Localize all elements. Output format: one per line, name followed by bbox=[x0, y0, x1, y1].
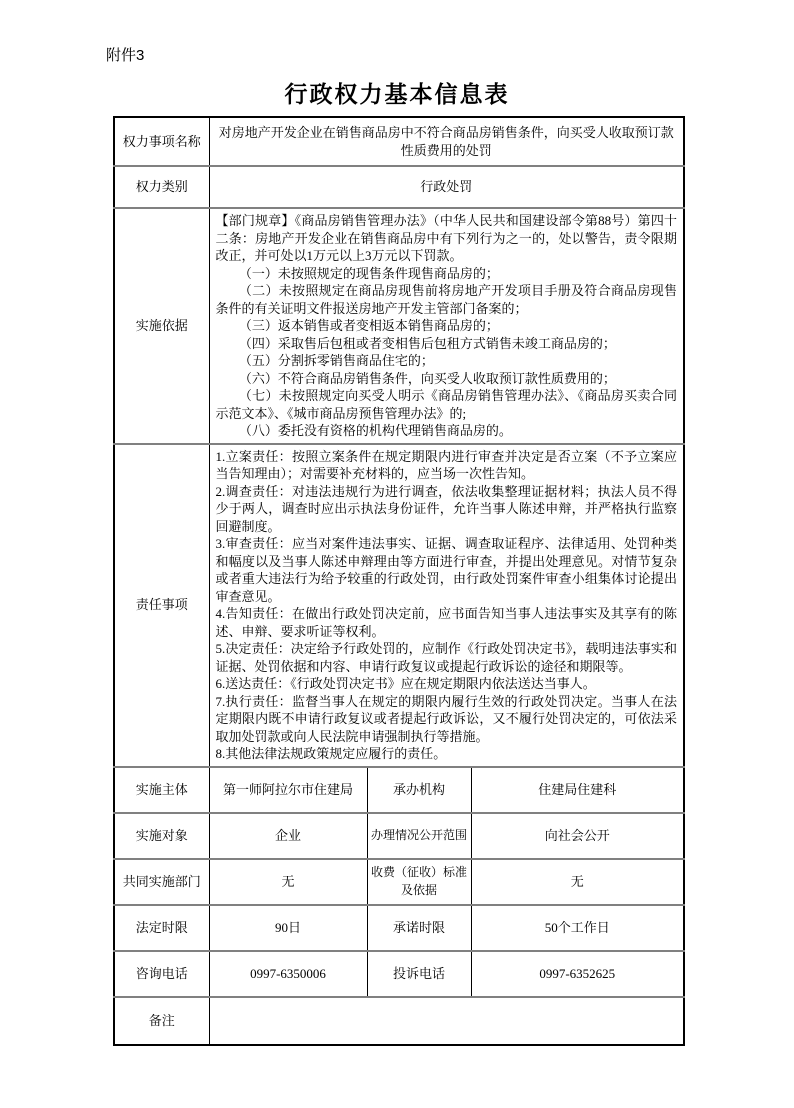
row-joint-departments bbox=[114, 859, 684, 905]
row-implementing-body bbox=[114, 767, 684, 813]
attachment-label: 附件3 bbox=[106, 47, 145, 64]
fee-standard-value: 无 bbox=[471, 859, 684, 905]
promised-time-limit-label: 承诺时限 bbox=[367, 905, 471, 951]
row-remark bbox=[114, 997, 684, 1045]
implementation-basis-value bbox=[209, 208, 684, 444]
joint-departments-label: 共同实施部门 bbox=[114, 859, 209, 905]
complaint-phone-label: 投诉电话 bbox=[367, 951, 471, 997]
implementation-target-label: 实施对象 bbox=[114, 813, 209, 859]
row-power-category bbox=[114, 166, 684, 208]
complaint-phone-value: 0997-6352625 bbox=[471, 951, 684, 997]
row-phones bbox=[114, 951, 684, 997]
joint-departments-value: 无 bbox=[209, 859, 367, 905]
responsibility-item: 6.送达责任：《行政处罚决定书》应在规定期限内依法送达当事人。 bbox=[215, 676, 596, 691]
responsibility-item: 5.决定责任：决定给予行政处罚的，应制作《行政处罚决定书》，载明违法事实和证据、处罚依据和内容、申请行政复议或提起行政诉讼的途径和期限等。 bbox=[215, 641, 678, 674]
responsibility-item: 4.告知责任：在做出行政处罚决定前，应书面告知当事人违法事实及其享有的陈述、申辩、要求听证等权利。 bbox=[215, 606, 678, 639]
implementing-body-label: 实施主体 bbox=[114, 767, 209, 813]
remark-label: 备注 bbox=[114, 997, 209, 1045]
statutory-time-limit-label: 法定时限 bbox=[114, 905, 209, 951]
disclosure-scope-label: 办理情况公开范围 bbox=[367, 813, 471, 859]
power-category-value: 行政处罚 bbox=[209, 166, 684, 208]
responsibility-item: 7.执行责任：监督当事人在规定的期限内履行生效的行政处罚决定。当事人在法定期限内既不申请行政复议或者提起行政诉讼，又不履行处罚决定的，可依法采取加处罚款或向人民法院申请强制执行等措施。 bbox=[215, 693, 678, 744]
basis-intro: 【部门规章】《商品房销售管理办法》（中华人民共和国建设部令第88号）第四十二条：房地产开发企业在销售商品房中有下列行为之一的，处以警告，责令限期改正，并可处以1万元以上3万元以下罚款。 bbox=[215, 213, 678, 263]
item-name-label: 权力事项名称 bbox=[114, 117, 209, 166]
implementing-body-value: 第一师阿拉尔市住建局 bbox=[209, 767, 367, 813]
implementation-target-value: 企业 bbox=[209, 813, 367, 859]
responsibility-value bbox=[209, 444, 684, 767]
basis-item: （一）未按照规定的现售条件现售商品房的； bbox=[238, 265, 499, 281]
undertaking-org-value: 住建局住建科 bbox=[471, 767, 684, 813]
row-implementation-target bbox=[114, 813, 684, 859]
basis-item: （七）未按照规定向买受人明示《商品房销售管理办法》、《商品房买卖合同示范文本》、《城市商品房预售管理办法》的; bbox=[215, 388, 678, 421]
implementation-basis-label: 实施依据 bbox=[114, 208, 209, 444]
fee-standard-label: 收费（征收）标准及依据 bbox=[367, 859, 471, 905]
item-name-value: 对房地产开发企业在销售商品房中不符合商品房销售条件，向买受人收取预订款性质费用的处罚 bbox=[209, 117, 684, 166]
basis-item: （六）不符合商品房销售条件，向买受人收取预订款性质费用的； bbox=[238, 370, 616, 386]
basis-item: （二）未按照规定在商品房现售前将房地产开发项目手册及符合商品房现售条件的有关证明文件报送房地产开发主管部门备案的； bbox=[215, 283, 678, 316]
row-responsibility bbox=[114, 444, 684, 767]
responsibility-label: 责任事项 bbox=[114, 444, 209, 767]
basis-item: （五）分割拆零销售商品住宅的； bbox=[238, 353, 434, 368]
row-statutory-time-limit bbox=[114, 905, 684, 951]
row-implementation-basis bbox=[114, 208, 684, 444]
basis-item: （三）返本销售或者变相返本销售商品房的； bbox=[238, 318, 499, 333]
remark-value bbox=[209, 997, 684, 1045]
power-category-label: 权力类别 bbox=[114, 166, 209, 208]
statutory-time-limit-value: 90日 bbox=[209, 905, 367, 951]
power-info-table bbox=[113, 116, 685, 1046]
responsibility-item: 8.其他法律法规政策规定应履行的责任。 bbox=[215, 746, 447, 761]
consultation-phone-value: 0997-6350006 bbox=[209, 951, 367, 997]
basis-item: （四）采取售后包租或者变相售后包租方式销售未竣工商品房的； bbox=[238, 335, 616, 351]
page-title: 行政权力基本信息表 bbox=[284, 82, 510, 107]
responsibility-item: 2.调查责任：对违法违规行为进行调查，依法收集整理证据材料；执法人员不得少于两人，调查时应出示执法身份证件，允许当事人陈述申辩，并严格执行监察回避制度。 bbox=[215, 483, 678, 534]
consultation-phone-label: 咨询电话 bbox=[114, 951, 209, 997]
disclosure-scope-value: 向社会公开 bbox=[471, 813, 684, 859]
row-item-name bbox=[114, 117, 684, 166]
promised-time-limit-value: 50个工作日 bbox=[471, 905, 684, 951]
basis-item: （八）委托没有资格的机构代理销售商品房的。 bbox=[238, 423, 512, 438]
responsibility-item: 1.立案责任：按照立案条件在规定期限内进行审查并决定是否立案（不予立案应当告知理由）；对需要补充材料的，应当场一次性告知。 bbox=[215, 448, 678, 481]
undertaking-org-label: 承办机构 bbox=[367, 767, 471, 813]
responsibility-item: 3.审查责任：应当对案件违法事实、证据、调查取证程序、法律适用、处罚种类和幅度以及当事人陈述申辩理由等方面进行审查，并提出处理意见。对情节复杂或者重大违法行为给予较重的行政处罚，由行政处罚案件审查小组集体讨论提出审查意见。 bbox=[215, 536, 678, 604]
